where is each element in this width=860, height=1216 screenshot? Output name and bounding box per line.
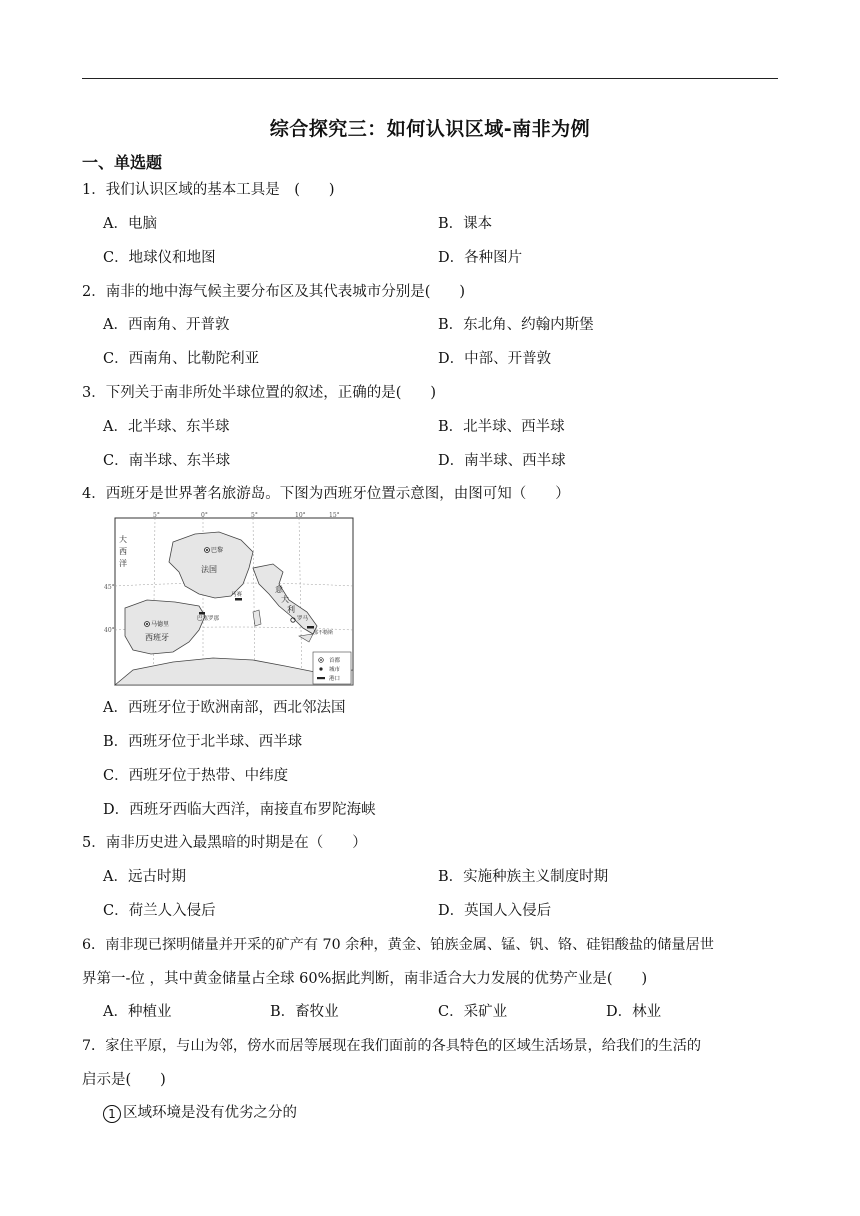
capital-marker-dot: [206, 549, 208, 551]
map-ocean-label: 西: [119, 547, 127, 556]
port-marker: [235, 598, 242, 601]
q2-option-b[interactable]: B．东北角、约翰内斯堡: [438, 317, 594, 333]
question-7-stem-line1: 7．家住平原，与山为邻，傍水而居等展现在我们面前的各具特色的区域生活场景，给我们的生活的: [82, 1038, 702, 1054]
map-italy-label: 利: [287, 605, 295, 614]
legend-capital-label: 首都: [329, 658, 341, 664]
page-title: 综合探究三：如何认识区域-南非为例: [269, 118, 591, 140]
map-marseille-label: 马赛: [231, 592, 243, 598]
port-marker: [307, 626, 314, 629]
map-rome-label: 罗马: [297, 616, 309, 622]
q4-option-b[interactable]: B．西班牙位于北半球、西半球: [103, 734, 303, 750]
map-paris-label: 巴黎: [211, 547, 224, 554]
header-rule: [82, 78, 778, 79]
map-italy-label: 意: [275, 585, 283, 594]
question-6-stem-line1: 6．南非现已探明储量并开采的矿产有 70 余种，黄金、铂族金属、锰、钒、铬、硅铝酸盐的储量居世: [82, 937, 714, 953]
map-lon-label: 5°: [153, 512, 160, 519]
question-4-stem: 4．西班牙是世界著名旅游岛。下图为西班牙位置示意图，由图可知（ ）: [82, 486, 570, 502]
legend-port-label: 港口: [329, 676, 341, 682]
q4-option-a[interactable]: A．西班牙位于欧洲南部，西北邻法国: [103, 700, 346, 716]
port-marker: [199, 612, 205, 615]
q2-option-a[interactable]: A．西南角、开普敦: [103, 317, 230, 333]
q1-option-c[interactable]: C．地球仪和地图: [103, 250, 216, 266]
question-7-stem-line2: 启示是( ): [82, 1072, 166, 1088]
section-heading: 一、单选题: [82, 153, 163, 172]
q5-option-d[interactable]: D．英国人入侵后: [438, 903, 552, 919]
q3-option-a[interactable]: A．北半球、东半球: [103, 419, 230, 435]
q3-option-d[interactable]: D．南半球、西半球: [438, 453, 566, 469]
q7-statement-1: [103, 1103, 297, 1123]
q6-option-b[interactable]: B．畜牧业: [270, 1004, 339, 1020]
question-1-stem: 1．我们认识区域的基本工具是 ( ): [82, 182, 335, 198]
map-lon-label: 15°: [329, 512, 340, 519]
map-madrid-label: 马德里: [151, 621, 170, 628]
q2-option-c[interactable]: C．西南角、比勒陀利亚: [103, 351, 260, 367]
q7-statement-1-number: 1: [103, 1105, 121, 1123]
q6-option-a[interactable]: A．种植业: [103, 1004, 172, 1020]
q3-option-c[interactable]: C．南半球、东半球: [103, 453, 231, 469]
legend-city-label: 城市: [329, 667, 341, 673]
q4-option-d[interactable]: D．西班牙西临大西洋，南接直布罗陀海峡: [103, 802, 376, 818]
q4-option-c[interactable]: C．西班牙位于热带、中纬度: [103, 768, 289, 784]
map-barcelona-label: 巴塞罗那: [197, 616, 220, 622]
q5-option-b[interactable]: B．实施种族主义制度时期: [438, 869, 609, 885]
q6-option-d[interactable]: D．林业: [606, 1004, 662, 1020]
q7-statement-1-text: 区域环境是没有优劣之分的: [123, 1105, 297, 1121]
map-lon-label: 0°: [201, 512, 208, 519]
q2-option-d[interactable]: D．中部、开普敦: [438, 351, 552, 367]
question-3-stem: 3．下列关于南非所处半球位置的叙述，正确的是( ): [82, 385, 437, 401]
map-italy-label: 大: [281, 595, 289, 604]
legend-capital-dot: [320, 659, 322, 661]
legend-port-icon: [317, 677, 325, 679]
spain-location-map: [103, 512, 356, 687]
map-spain-label: 西班牙: [145, 633, 169, 642]
q1-option-d[interactable]: D．各种图片: [438, 250, 523, 266]
question-6-stem-line2: 界第一-位 ，其中黄金储量占全球 60%据此判断，南非适合大力发展的优势产业是( ): [82, 971, 648, 987]
q6-option-c[interactable]: C．采矿业: [438, 1004, 508, 1020]
question-2-stem: 2．南非的地中海气候主要分布区及其代表城市分别是( ): [82, 284, 466, 300]
map-france-label: 法国: [201, 565, 217, 574]
map-lon-label: 10°: [295, 512, 306, 519]
map-ocean-label: 洋: [119, 559, 127, 568]
map-lat-label: 40°: [104, 627, 115, 634]
map-naples-label: 那不勒斯: [313, 630, 334, 636]
q1-option-b[interactable]: B．课本: [438, 216, 493, 232]
legend-city-icon: [319, 667, 322, 670]
question-5-stem: 5．南非历史进入最黑暗的时期是在（ ）: [82, 835, 367, 851]
q5-option-c[interactable]: C．荷兰人入侵后: [103, 903, 216, 919]
map-lon-label: 5°: [251, 512, 258, 519]
map-ocean-label: 大: [119, 535, 127, 544]
map-lat-label: 45°: [104, 584, 115, 591]
q5-option-a[interactable]: A．远古时期: [103, 869, 186, 885]
q3-option-b[interactable]: B．北半球、西半球: [438, 419, 565, 435]
capital-marker-dot: [146, 623, 148, 625]
q1-option-a[interactable]: A．电脑: [103, 216, 157, 232]
